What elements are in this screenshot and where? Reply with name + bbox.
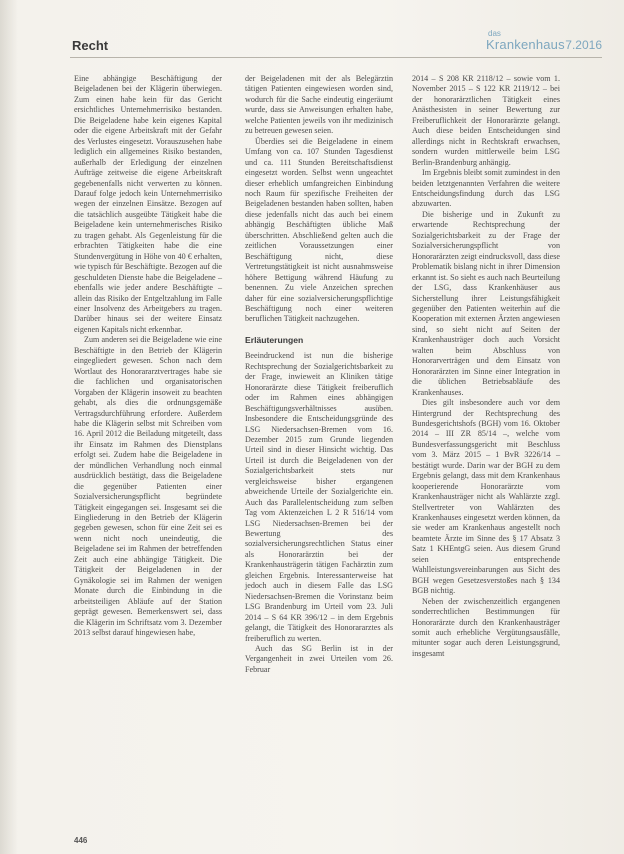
paragraph: Zum anderen sei die Beigeladene wie eine Beschäftigte in den Betrieb der Klägerin eingegliedert gewesen. Schon nach dem Wortlaut des Honorararztvertrages habe sie die fachlichen und organisatorischen Vorgaben der Klägerin insoweit zu beachten gehabt, als dies die ordnungsgemäße Vertragsdurchführung erfordere. Außerdem habe die Klägerin selbst mit Schreiben vom 16. April 2012 die Beiladung mitgeteilt, dass ihr Einsatz im Rahmen des Dienstplans erfolgt sei. Zudem habe die Beigeladene in der mündlichen Verhandlung noch einmal ausdrücklich bestätigt, dass die Beigeladene die gegenüber Patienten einer Sozialversicherungspflicht begründete Tätigkeit eingegangen sei. Insgesamt sei die Eingliederung in den Betrieb der Klägerin gegeben gewesen, schon für eine Zeit sei es wenn nicht noch uneindeutig, die Beigeladene sei im Rahmen der betreffenden Zeit auch eine abhängige Tätigkeit. Die Tätigkeit der Beigeladenen in der Gynäkologie sei im Rahmen der wenigen Monate durch die Einbindung in die arbeitsteiligen Abläufe auf der Station geprägt gewesen. Bemerkenswert sei, dass die Klägerin im Schriftsatz vom 3. Dezember 2013 selbst darauf hingewiesen habe, <box>74 335 222 638</box>
paragraph: Dies gilt insbesondere auch vor dem Hintergrund der Rechtsprechung des Bundesgerichtshofs (BGH) vom 16. Oktober 2014 – III ZR 85/14 –, welche vom Bundesverfassungsgericht mit Beschluss vom 3. März 2015 – 1 BvR 3226/14 – bestätigt wurde. Darin war der BGH zu dem Ergebnis gelangt, dass mit dem Krankenhaus kooperierende Honorarärzte vom Krankenhausträger nicht als Wahlärzte zzgl. Stellvertreter von Wahlärzten des Krankenhauses eingesetzt werden können, da sie weder am Krankenhaus angestellt noch beamtete Ärzte im Sinne des § 17 Absatz 3 Satz 1 KHEntgG seien. Aus diesem Grund seien entsprechende Wahlleistungsvereinbarungen aus Sicht des BGH wegen Gesetzesverstoßes nach § 134 BGB nichtig. <box>412 398 560 596</box>
paragraph: Neben der zwischenzeitlich ergangenen sonderrechtlichen Bestimmungen für Honorarärzte durch den Krankenhausträger somit auch erhebliche Vergütungsausfälle, mitunter sogar auch deren Leistungsgrund, insgesamt <box>412 596 560 658</box>
logo-wordmark: Krankenhaus <box>486 37 565 52</box>
logo-prefix: das <box>488 29 501 38</box>
section-heading: Erläuterungen <box>245 334 304 345</box>
section-title: Recht <box>72 38 109 53</box>
paragraph: Beeindruckend ist nun die bisherige Rechtsprechung der Sozialgerichtsbarkeit zu der Frage, inwieweit an Kliniken tätige Honorarärzte diese Tätigkeit freiberuflich oder im Rahmen eines abhängigen Beschäftigungsverhältnisses ausüben. Insbesondere die Entscheidungsgründe des LSG Niedersachsen-Bremen vom 16. Dezember 2015 zum Grunde liegenden Urteil sind in dieser Hinsicht wichtig. Das Urteil ist durch die Beigeladenen von der Sozialgerichtsbarkeit stets nur vergleichsweise bisher ergangenen abweichende Urteile der Sozialgerichte ein. Auch das Parallelentscheidung zum selben Tag vom Aktenzeichen L 2 R 516/14 vom LSG Niedersachsen-Bremen bei der Bewertung des sozialversicherungsrechtlichen Status einer als Honorarärztin bei der Krankenhausträgerin tätigen Fachärztin zum gleichen Ergebnis. Interessanterweise hat jedoch auch in diesem Falle das LSG Niedersachsen-Bremen die Vorinstanz beim LSG Brandenburg im Urteil vom 23. Juli 2014 – S 64 KR 396/12 – in dem Ergebnis gelangt, die Tätigkeit des Honorararztes als freiberuflich zu werten. <box>245 351 393 643</box>
paragraph: der Beigeladenen mit der als Belegärztin tätigen Patienten eingewiesen worden sind, wodurch für die Sache eindeutig eingeräumt wurde, dass sie Anweisungen erhalten habe, welche Patienten jeweils von ihr medizinisch zu betreuen gewesen seien. <box>245 74 393 136</box>
magazine-logo <box>482 29 565 54</box>
text-column-1 <box>74 74 222 830</box>
paragraph: 2014 – S 208 KR 2118/12 – sowie vom 1. November 2015 – S 122 KR 2119/12 – bei der honorarärztlichen Tätigkeit eines Anästhesisten in seiner Bewertung zur Freiberuflichkeit der Honorarärzte gelangt. Auch diese beiden Entscheidungen sind allerdings nicht in Rechtskraft erwachsen, sondern wurden mittlerweile beim LSG Berlin-Brandenburg anhängig. <box>412 74 560 167</box>
paragraph: Überdies sei die Beigeladene in einem Umfang von ca. 107 Stunden Tagesdienst und ca. 111 Stunden Bereitschaftsdienst eingesetzt worden. Selbst wenn ungeachtet dieser erheblich umfangreichen Einbindung noch Raum für spezifische Freiheiten der Beigeladenen bestanden haben sollten, haben diese jedenfalls nicht das auch bei einem abhängig Beschäftigten übliche Maß überschritten. Abschließend gelten auch die zeitlichen Voraussetzungen einer Beschäftigung nicht, diese Vertretungstätigkeit ist nicht ausnahmsweise höhere Bettigung während Häufung zu benennen. Zu viele Anzeichen sprechen daher für eine sozialversicherungspflichtige Beschäftigung noch einer weiteren beruflichen Tätigkeit nachzugehen. <box>245 136 393 324</box>
text-column-2 <box>245 74 393 830</box>
paragraph: Im Ergebnis bleibt somit zumindest in den beiden letztgenannten Verfahren die weitere Entscheidungsfindung durch das LSG abzuwarten. <box>412 168 560 209</box>
paragraph: Auch das SG Berlin ist in der Vergangenheit in zwei Urteilen vom 26. Februar <box>245 644 393 674</box>
page-header <box>0 30 624 60</box>
text-column-3 <box>412 74 560 830</box>
issue-number: 7.2016 <box>565 38 602 52</box>
paragraph: Eine abhängige Beschäftigung der Beigeladenen bei der Klägerin überwiegen. Zum einen habe kein für das Gericht ersichtliches Unternehmerrisiko bestanden. Die Beigeladene habe kein eigenes Kapital oder die eigene Arbeitskraft mit der Gefahr des Verlustes eingesetzt. Vorauszusehen habe lediglich ein allgemeines Risiko bestanden, außerhalb der Erledigung der einzelnen Aufträge zeitweise die eigene Arbeitskraft gegebenenfalls nicht verwerten zu können. Darauf folge jedoch kein Unternehmerrisiko wegen der einzelnen Einsätze. Bezogen auf die tatsächlich ausgeübte Tätigkeit habe die Beigeladene kein unternehmerisches Risiko zu tragen gehabt. Als Gegenleistung für die erbrachten Tätigkeiten habe die eine Stundenvergütung in Höhe von 40 € erhalten, wie typisch für Beschäftigte. Bezogen auf die geschuldeten Dienste habe die Beigeladene – ebenfalls wie jeder andere Beschäftigte – allein das Risiko der Entgeltzahlung im Falle einer Insolvenz des Arbeitgebers zu tragen. Darüber hinaus sei der weitere Einsatz eigenen Kapitals nicht erkennbar. <box>74 74 222 334</box>
header-divider <box>70 57 602 58</box>
paragraph: Die bisherige und in Zukunft zu erwartende Rechtsprechung der Sozialgerichtsbarkeit zu der Frage der Sozialversicherungspflicht von Honorarärzten zeigt eindrucksvoll, dass diese Problematik bislang nicht in ihrer Dimension erkannt ist. So sieht es auch nach Beurteilung der LSG, dass Krankenhäuser aus Sicherstellung ihrer Leistungsfähigkeit gegenüber den Patienten weiterhin auf die Kooperation mit externen Ärzten angewiesen sind, so sieht nicht auf Seiten der Krankenhausträger doch auch Vorsicht walten beim Abschluss von Honorarverträgen und dem Einsatz von Honorarärzten im Sinne einer Integration in die üblichen Betriebsabläufe des Krankenhauses. <box>412 209 560 397</box>
page-number: 446 <box>74 836 88 845</box>
